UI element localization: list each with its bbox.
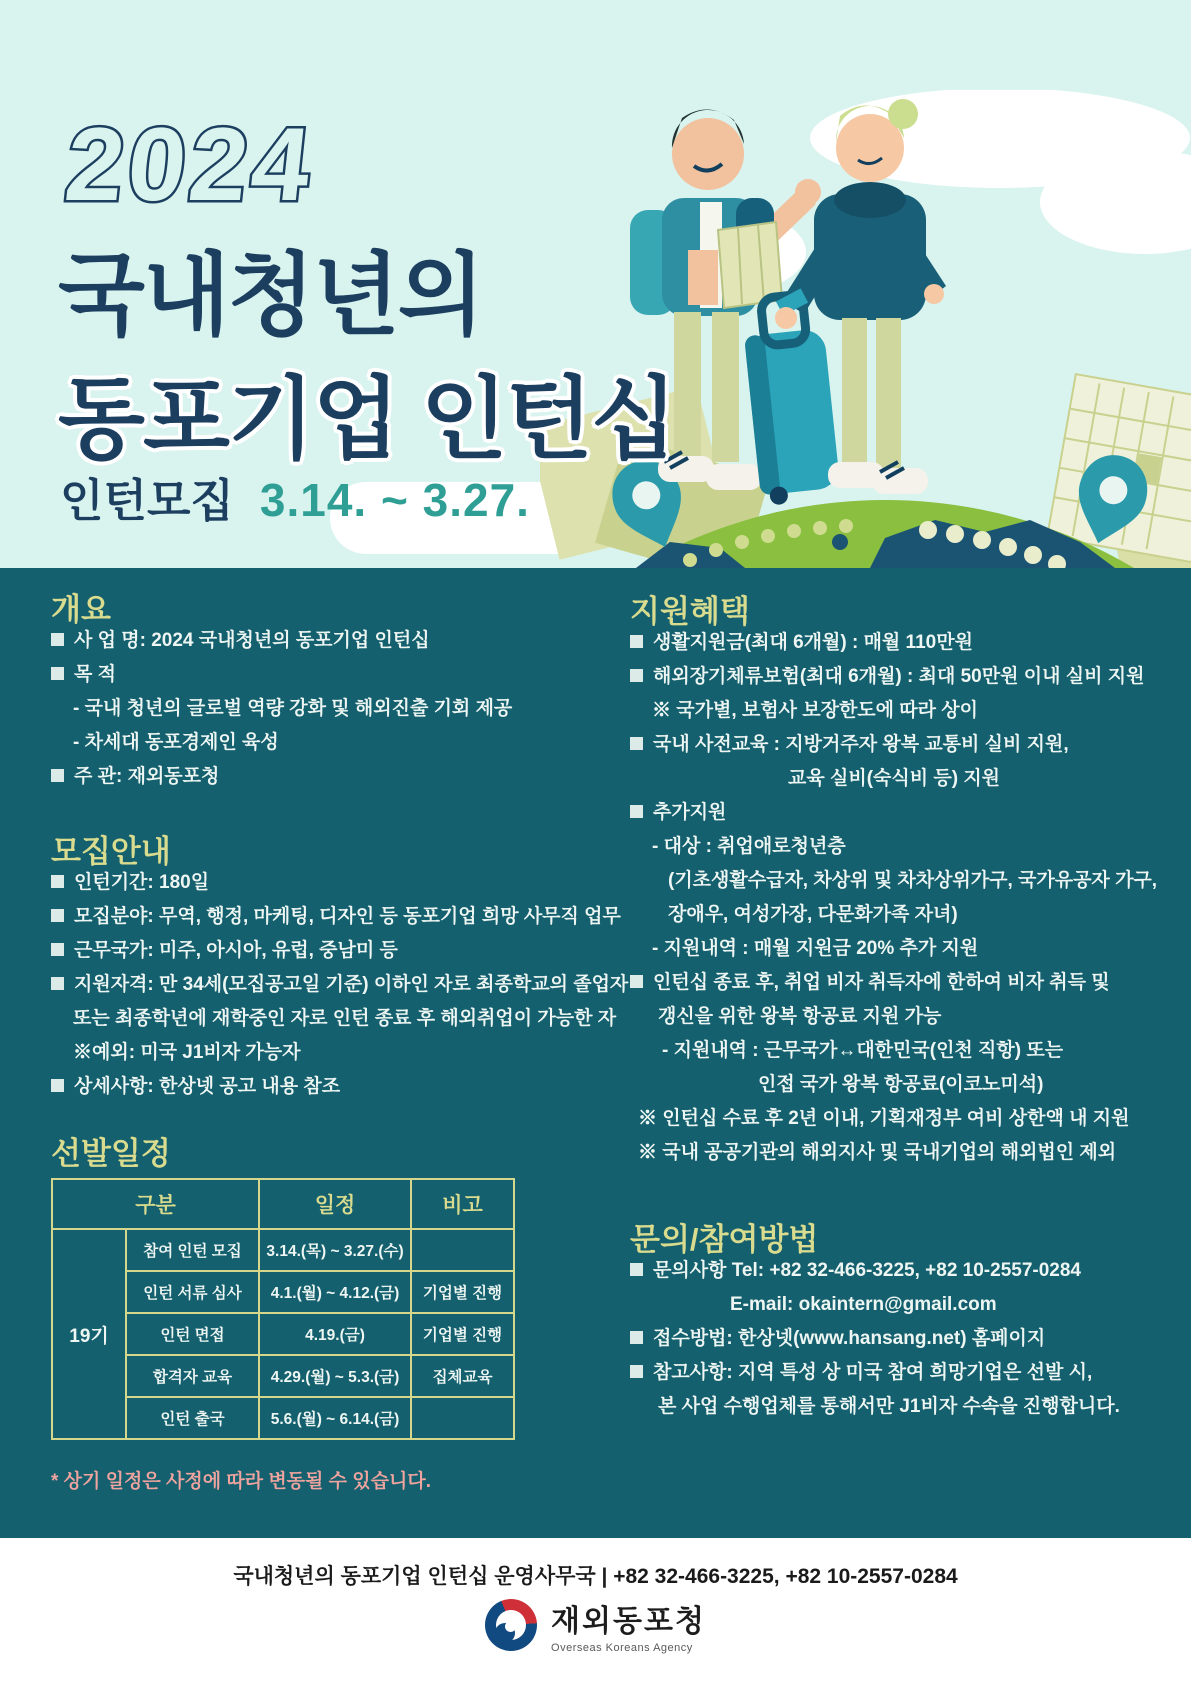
- schedule-heading: 선발일정: [51, 1136, 171, 1171]
- schedule-cell: 4.1.(월) ~ 4.12.(금): [259, 1271, 411, 1313]
- list-item: [630, 802, 1157, 823]
- list-item: [51, 1076, 628, 1097]
- poster-title-line1: 국내청년의: [58, 246, 483, 346]
- list-item: [630, 700, 1157, 721]
- bullet-square-icon: [630, 737, 643, 750]
- benefits-heading: 지원혜택: [630, 594, 750, 629]
- list-item: [630, 1108, 1157, 1129]
- list-item: [51, 1008, 628, 1029]
- list-item-text: 인턴기간: 180일: [74, 872, 210, 893]
- schedule-table: [51, 1178, 515, 1440]
- list-item: [51, 664, 512, 685]
- list-item-text: 본 사업 수행업체를 통해서만 J1비자 수속을 진행합니다.: [658, 1396, 1120, 1417]
- category-cell: 인턴 면접: [126, 1313, 259, 1355]
- list-item: [630, 1006, 1157, 1027]
- list-item: [630, 1328, 1120, 1349]
- bullet-square-icon: [51, 667, 64, 680]
- list-item: [51, 630, 512, 651]
- list-item: [630, 1040, 1157, 1061]
- list-item-text: ※ 인턴십 수료 후 2년 이내, 기획재정부 여비 상한액 내 지원: [638, 1108, 1130, 1129]
- korea-government-emblem-icon: [485, 1599, 537, 1651]
- recruit-heading: 모집안내: [51, 834, 171, 869]
- operations-office-line: 국내청년의 동포기업 인턴십 운영사무국 | +82 32-466-3225, +82 10-2557-0284: [233, 1565, 958, 1588]
- list-item: [630, 1142, 1157, 1163]
- list-item-text: - 지원내역 : 매월 지원금 20% 추가 지원: [652, 938, 979, 959]
- list-item-text: 국내 사전교육 : 지방거주자 왕복 교통비 실비 지원,: [653, 734, 1069, 755]
- agency-name-english: Overseas Koreans Agency: [551, 1642, 693, 1654]
- main-content: [0, 568, 1191, 1538]
- contact-list: [630, 1260, 1120, 1430]
- recruit-period-dates: 3.14. ~ 3.27.: [259, 474, 530, 526]
- bullet-square-icon: [51, 875, 64, 888]
- list-item-text: ※ 국가별, 보험사 보장한도에 따라 상이: [652, 700, 978, 721]
- list-item: [630, 1074, 1157, 1095]
- bullet-square-icon: [51, 769, 64, 782]
- list-item-text: - 지원내역 : 근무국가↔대한민국(인천 직항) 또는: [662, 1040, 1064, 1061]
- list-item: [630, 938, 1157, 959]
- contact-heading: 문의/참여방법: [630, 1222, 819, 1257]
- agency-logo: [0, 1596, 1191, 1654]
- list-item: [630, 1396, 1120, 1417]
- list-item-text: ※ 국내 공공기관의 해외지사 및 국내기업의 해외법인 제외: [638, 1142, 1117, 1163]
- list-item-text: 인턴십 종료 후, 취업 비자 취득자에 한하여 비자 취득 및: [653, 972, 1110, 993]
- col-header-category: 구분: [52, 1179, 259, 1229]
- list-item: [630, 632, 1157, 653]
- list-item: [630, 836, 1157, 857]
- category-cell: 인턴 서류 심사: [126, 1271, 259, 1313]
- list-item-text: 추가지원: [653, 802, 727, 823]
- note-cell: 기업별 진행: [411, 1313, 514, 1355]
- col-header-note: 비고: [411, 1179, 514, 1229]
- list-item-text: 교육 실비(숙식비 등) 지원: [788, 768, 1001, 789]
- bullet-square-icon: [51, 977, 64, 990]
- year-text: 2024: [60, 107, 320, 223]
- poster-title-line2: 동포기업 인턴십: [58, 370, 676, 470]
- list-item: [630, 972, 1157, 993]
- list-item-text: - 대상 : 취업애로청년층: [652, 836, 846, 857]
- note-cell: 기업별 진행: [411, 1271, 514, 1313]
- list-item-text: 목 적: [74, 664, 116, 685]
- bullet-square-icon: [630, 1365, 643, 1378]
- list-item: [630, 1294, 1120, 1315]
- list-item-text: 해외장기체류보험(최대 6개월) : 최대 50만원 이내 실비 지원: [653, 666, 1145, 687]
- footer: [0, 1538, 1191, 1684]
- bullet-square-icon: [51, 633, 64, 646]
- list-item-text: 장애우, 여성가장, 다문화가족 자녀): [668, 904, 958, 925]
- list-item-text: 인접 국가 왕복 항공료(이코노미석): [758, 1074, 1044, 1095]
- note-cell: [411, 1397, 514, 1439]
- generation-cell: 19기: [52, 1229, 126, 1439]
- list-item: [630, 1362, 1120, 1383]
- list-item: [630, 666, 1157, 687]
- list-item-text: 생활지원금(최대 6개월) : 매월 110만원: [653, 632, 973, 653]
- list-item-text: 사 업 명: 2024 국내청년의 동포기업 인턴십: [74, 630, 430, 651]
- schedule-cell: 5.6.(월) ~ 6.14.(금): [259, 1397, 411, 1439]
- travelers-globe-illustration: [540, 90, 1191, 568]
- list-item-text: ※예외: 미국 J1비자 가능자: [73, 1042, 301, 1063]
- overview-heading: 개요: [51, 592, 111, 627]
- bullet-square-icon: [630, 635, 643, 648]
- table-header-row: [52, 1179, 514, 1229]
- list-item: [51, 698, 512, 719]
- list-item-text: 근무국가: 미주, 아시아, 유럽, 중남미 등: [74, 940, 398, 961]
- list-item: [630, 870, 1157, 891]
- list-item: [51, 940, 628, 961]
- recruit-list: [51, 872, 628, 1110]
- list-item-text: 문의사항 Tel: +82 32-466-3225, +82 10-2557-0284: [653, 1260, 1081, 1281]
- benefits-list: [630, 632, 1157, 1176]
- list-item: [51, 766, 512, 787]
- list-item-text: E-mail: okaintern@gmail.com: [730, 1294, 997, 1315]
- note-cell: 집체교육: [411, 1355, 514, 1397]
- list-item-text: 갱신을 위한 왕복 항공료 지원 가능: [658, 1006, 942, 1027]
- list-item-text: 또는 최종학년에 재학중인 자로 인턴 종료 후 해외취업이 가능한 자: [73, 1008, 617, 1029]
- list-item: [51, 974, 628, 995]
- list-item-text: 모집분야: 무역, 행정, 마케팅, 디자인 등 동포기업 희망 사무직 업무: [74, 906, 621, 927]
- list-item: [51, 732, 512, 753]
- list-item-text: 참고사항: 지역 특성 상 미국 참여 희망기업은 선발 시,: [653, 1362, 1093, 1383]
- agency-name-korean: 재외동포청: [551, 1605, 706, 1638]
- col-header-schedule: 일정: [259, 1179, 411, 1229]
- bullet-square-icon: [51, 1079, 64, 1092]
- hero-section: [0, 0, 1191, 568]
- bullet-square-icon: [630, 975, 643, 988]
- bullet-square-icon: [51, 909, 64, 922]
- list-item: [630, 768, 1157, 789]
- schedule-cell: 4.19.(금): [259, 1313, 411, 1355]
- category-cell: 참여 인턴 모집: [126, 1229, 259, 1271]
- list-item: [630, 1260, 1120, 1281]
- category-cell: 인턴 출국: [126, 1397, 259, 1439]
- category-cell: 합격자 교육: [126, 1355, 259, 1397]
- list-item-text: 주 관: 재외동포청: [74, 766, 220, 787]
- note-cell: [411, 1229, 514, 1271]
- recruit-period-label: 인턴모집: [60, 475, 234, 526]
- list-item: [630, 904, 1157, 925]
- list-item-text: (기초생활수급자, 차상위 및 차차상위가구, 국가유공자 가구,: [668, 870, 1158, 891]
- bullet-square-icon: [51, 943, 64, 956]
- list-item: [630, 734, 1157, 755]
- list-item-text: 지원자격: 만 34세(모집공고일 기준) 이하인 자로 최종학교의 졸업자: [74, 974, 629, 995]
- schedule-cell: 3.14.(목) ~ 3.27.(수): [259, 1229, 411, 1271]
- list-item: [51, 1042, 628, 1063]
- bullet-square-icon: [630, 1331, 643, 1344]
- schedule-cell: 4.29.(월) ~ 5.3.(금): [259, 1355, 411, 1397]
- recruit-period: [60, 464, 530, 529]
- schedule-footnote: * 상기 일정은 사정에 따라 변동될 수 있습니다.: [51, 1471, 431, 1492]
- bullet-square-icon: [630, 1263, 643, 1276]
- overview-list: [51, 630, 512, 800]
- table-row: [52, 1229, 514, 1271]
- list-item-text: 상세사항: 한상넷 공고 내용 참조: [74, 1076, 341, 1097]
- list-item: [51, 906, 628, 927]
- list-item: [51, 872, 628, 893]
- list-item-text: - 국내 청년의 글로벌 역량 강화 및 해외진출 기회 제공: [73, 698, 513, 719]
- list-item-text: 접수방법: 한상넷(www.hansang.net) 홈페이지: [653, 1328, 1046, 1349]
- list-item-text: - 차세대 동포경제인 육성: [73, 732, 279, 753]
- year-outline: [52, 92, 382, 227]
- bullet-square-icon: [630, 669, 643, 682]
- bullet-square-icon: [630, 805, 643, 818]
